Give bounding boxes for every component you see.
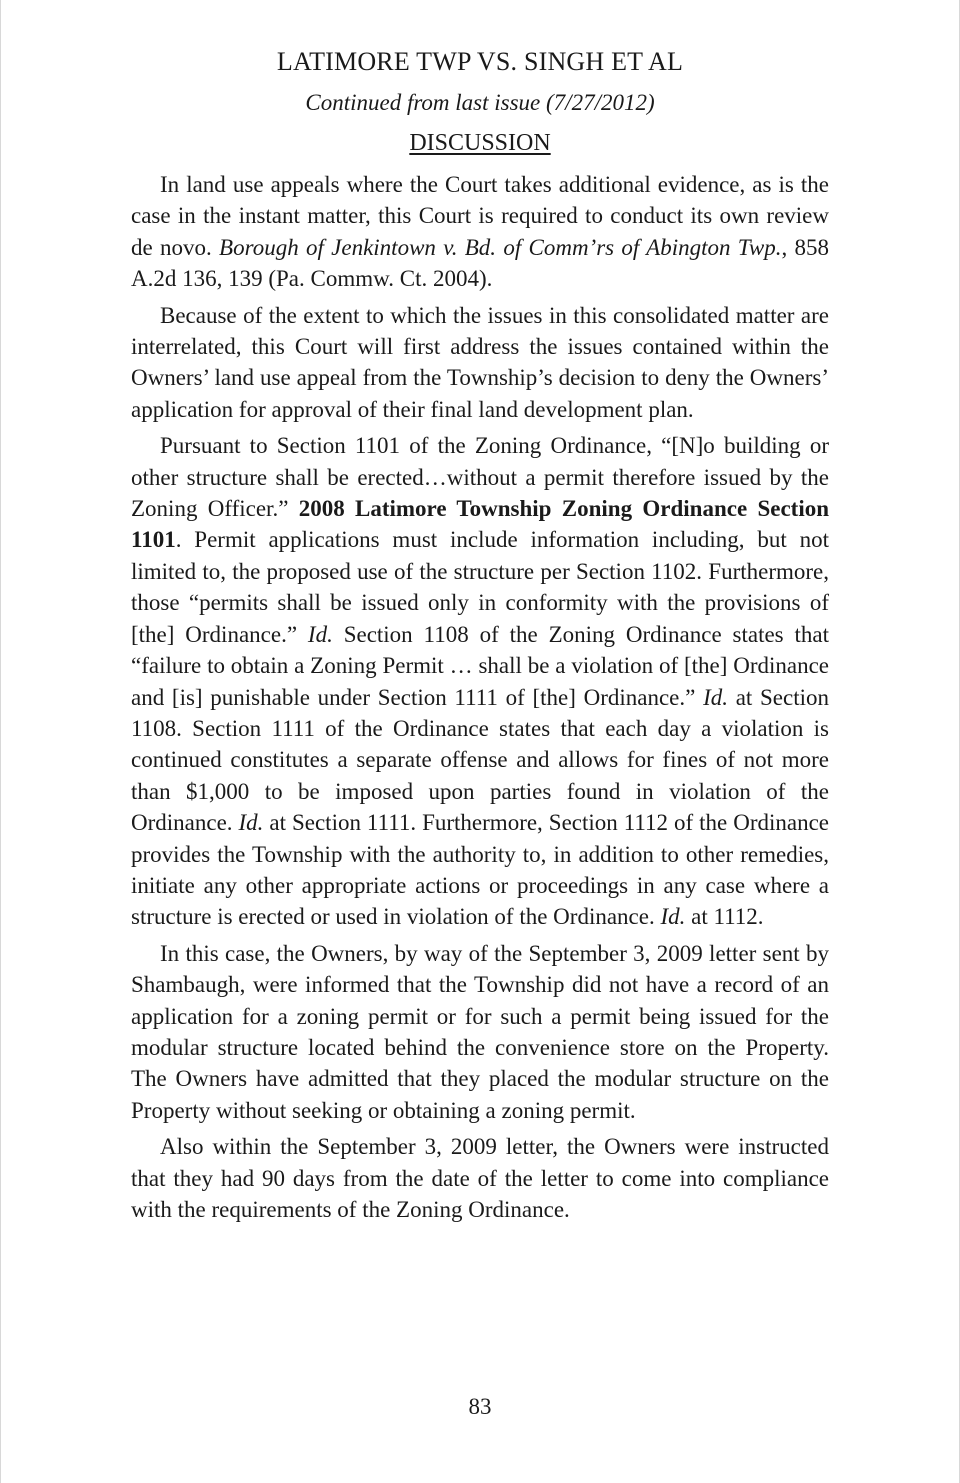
paragraph-2: Because of the extent to which the issues in this consolidated matter are interrelated, this Court will first address the issues contained within the Owners’ land use appeal from the Township’s decision to deny the Owners’ application for approval of their final land development plan. [131, 302, 829, 422]
id-citation-2: Id. [703, 684, 728, 710]
ordinance-citation: 2008 Latimore Township Zoning Ordinance Section 1101 [131, 496, 829, 553]
paragraph-1-text-b: , 858 A.2d 136, 139 (Pa. Commw. Ct. 2004). [131, 234, 830, 292]
page-number: 83 [468, 1394, 492, 1419]
paragraph-1 [131, 169, 829, 295]
paragraph-3-text-f: at 1112. [685, 904, 764, 930]
id-citation-3: Id. [238, 810, 264, 836]
section-heading: DISCUSSION [409, 130, 551, 156]
continued-note: Continued from last issue (7/27/2012) [305, 90, 655, 115]
paragraph-5: Also within the September 3, 2009 letter, the Owners were instructed that they had 90 days from the date of the letter to come into compliance with the requirements of the Zoning Ordinance. [131, 1134, 829, 1222]
id-citation-1: Id. [307, 621, 333, 647]
paragraph-3 [131, 430, 829, 933]
paragraph-3-text-d: at Section 1108. Section 1111 of the Ordinance states that each day a violation is continued constitutes a separate offense and allows for fines of not more than $1,000 to be imposed upon parties found in violation of the Ordinance. [131, 684, 829, 836]
paragraph-4: In this case, the Owners, by way of the September 3, 2009 letter sent by Shambaugh, were informed that the Township did not have a record of an application for a zoning permit or for such a permit being issued for the modular structure located behind the convenience store on the Property. The Owners have admitted that they placed the modular structure on the Property without seeking or obtaining a zoning permit. [131, 940, 829, 1123]
paragraph-3-text-c: Section 1108 of the Zoning Ordinance states that “failure to obtain a Zoning Permit … shall be a violation of [the] Ordinance and [is] punishable under Section 1111 of [the] Ordinance.” [131, 621, 829, 710]
paragraph-1-text-a: In land use appeals where the Court takes additional evidence, as is the case in the instant matter, this Court is required to conduct its own review de novo. [131, 172, 829, 260]
page-edge-left [0, 0, 1, 1483]
paragraph-3-text-e: at Section 1111. Furthermore, Section 1112 of the Ordinance provides the Township with the authority to, in addition to other remedies, initiate any other appropriate actions or proceedings in any case where a structure is erected or used in violation of the Ordinance. [131, 810, 829, 930]
case-title: LATIMORE TWP VS. SINGH ET AL [276, 47, 684, 76]
case-citation: Borough of Jenkintown v. Bd. of Comm’rs of Abington Twp. [219, 234, 782, 260]
id-citation-4: Id. [660, 904, 686, 930]
paragraph-3-text-b: . Permit applications must include information including, but not limited to, the proposed use of the structure per Section 1102. Furthermore, those “permits shall be issued only in conformity with the provisions of [the] Ordinance.” [131, 527, 829, 647]
body-text [131, 169, 829, 1230]
paragraph-3-text-a: Pursuant to Section 1101 of the Zoning Ordinance, “[N]o building or other structure shall be erected…without a permit therefore issued by the Zoning Officer.” [131, 433, 829, 522]
